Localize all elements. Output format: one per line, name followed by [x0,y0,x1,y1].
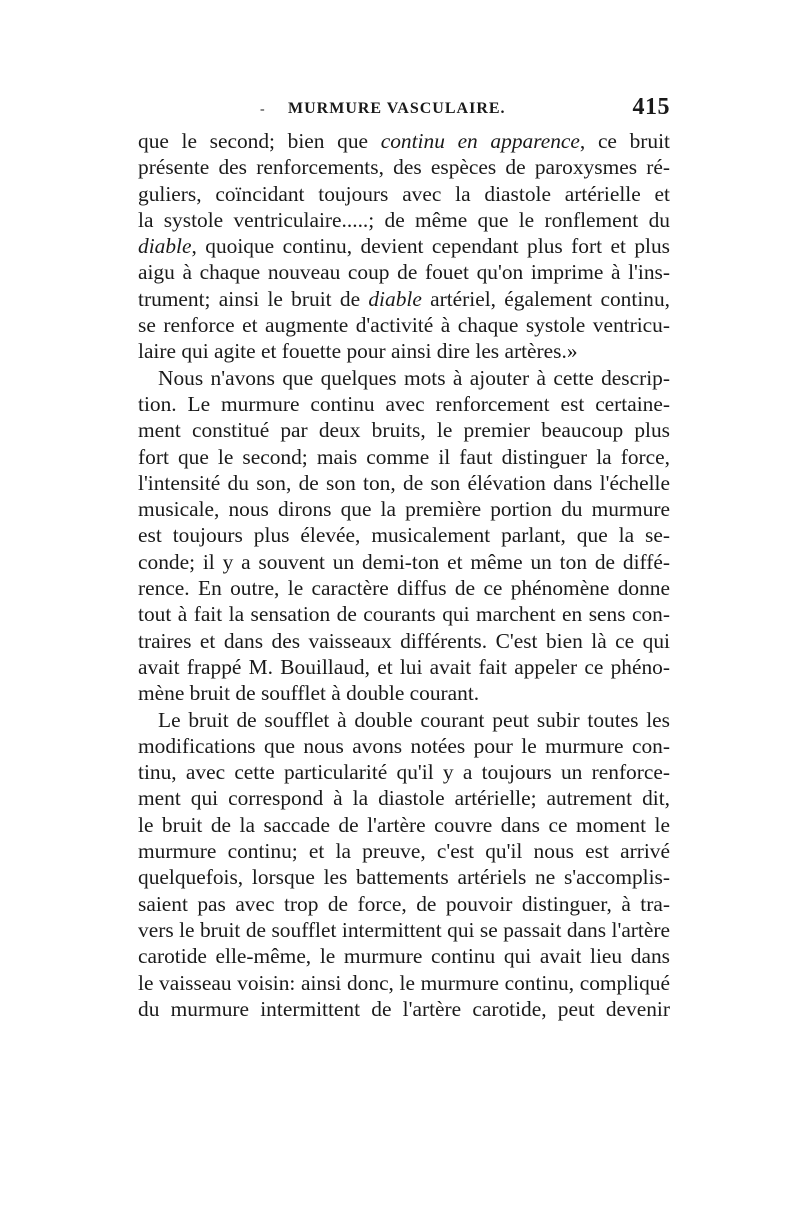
text-segment: conde; il y a souvent un demi-ton et même un ton de diffé- [138,549,670,574]
text-segment: laire qui agite et fouette pour ainsi dire les artères.» [138,339,578,364]
text-line [138,444,670,470]
text-line [138,996,670,1022]
text-line [138,785,670,811]
text-line [138,943,670,969]
text-line [138,391,670,417]
text-segment: le bruit de la saccade de l'artère couvre dans ce moment le [138,812,670,837]
text-segment: vers le bruit de soufflet intermittent qui se passait dans l'artère [138,917,670,942]
text-segment: la systole ventriculaire.....; de même que le ronflement du [138,207,670,232]
text-line [138,312,670,338]
text-segment: se renforce et augmente d'activité à chaque systole ventricu- [138,313,670,338]
italic-text: continu en apparence [380,129,580,153]
text-segment: tout à fait la sensation de courants qui marchent en sens con- [138,602,670,627]
text-line [138,891,670,917]
text-line [138,286,670,312]
text-segment: quelquefois, lorsque les battements artériels ne s'accomplis- [138,865,670,890]
text-segment: tinu, avec cette particularité qu'il y a toujours un renforce- [138,760,670,785]
text-segment: ment qui correspond à la diastole artérielle; autrement dit, [138,786,670,811]
text-line [138,628,670,654]
text-line [138,259,670,285]
text-segment: Le bruit de soufflet à double courant peut subir toutes les [158,707,670,732]
text-segment: saient pas avec trop de force, de pouvoir distinguer, à tra- [138,891,670,916]
text-line [138,601,670,627]
text-line [138,759,670,785]
text-segment: le vaisseau voisin: ainsi donc, le murmure continu, compliqué [138,970,670,995]
text-segment: fort que le second; mais comme il faut distinguer la force, [138,444,670,469]
text-segment: mène bruit de soufflet à double courant. [138,681,480,706]
text-segment: ment constitué par deux bruits, le premier beaucoup plus [138,418,670,443]
text-segment: rence. En outre, le caractère diffus de ce phénomène donne [138,576,670,601]
text-segment: présente des renforcements, des espèces de paroxysmes ré- [138,155,670,180]
text-segment: avait frappé M. Bouillaud, et lui avait fait appeler ce phéno- [138,654,670,679]
text-line [138,812,670,838]
text-line [138,970,670,996]
text-segment: , quoique continu, devient cependant plus fort et plus [191,234,670,259]
text-line [138,207,670,233]
text-line [138,154,670,180]
text-line [138,864,670,890]
page-number: 415 [632,94,670,120]
text-segment: trument; ainsi le bruit de [138,286,369,311]
text-line [138,496,670,522]
text-segment: du murmure intermittent de l'artère carotide, peut devenir [138,996,670,1021]
text-line [138,575,670,601]
text-line [138,181,670,207]
body-text [138,128,670,1022]
text-line [138,654,670,680]
text-line [138,549,670,575]
text-segment: est toujours plus élevée, musicalement parlant, que la se- [138,523,670,548]
text-segment: que le second; bien que [138,129,381,153]
text-line [138,522,670,548]
text-line [138,917,670,943]
text-segment: artériel, également continu, [421,286,671,311]
text-line [138,338,670,364]
text-segment: Nous n'avons que quelques mots à ajouter à cette descrip- [158,365,670,390]
header-dash: - [260,102,266,117]
text-segment: murmure continu; et la preuve, c'est qu'il nous est arrivé [138,839,670,864]
text-line [138,233,670,259]
text-segment: musicale, nous dirons que la première portion du murmure [138,497,670,522]
text-line [138,128,670,154]
running-title: MURMURE VASCULAIRE. [288,100,506,117]
book-page [138,94,671,1022]
text-line [138,838,670,864]
text-segment: tion. Le murmure continu avec renforcement est certaine- [138,391,670,416]
text-line [138,417,670,443]
italic-text: diable [138,234,192,259]
text-line [138,707,670,733]
text-line [138,470,670,496]
text-segment: , ce bruit [579,129,670,153]
italic-text: diable [368,286,422,311]
text-segment: l'intensité du son, de son ton, de son élévation dans l'échelle [138,470,670,495]
text-line [138,733,670,759]
text-segment: aigu à chaque nouveau coup de fouet qu'on imprime à l'ins- [138,260,670,285]
text-segment: guliers, coïncidant toujours avec la diastole artérielle et [138,181,670,206]
text-segment: traires et dans des vaisseaux différents. C'est bien là ce qui [138,628,670,653]
text-line [138,680,670,706]
text-segment: carotide elle-même, le murmure continu qui avait lieu dans [138,944,670,969]
text-segment: modifications que nous avons notées pour le murmure con- [138,733,670,758]
text-line [138,365,670,391]
running-head [138,94,670,128]
